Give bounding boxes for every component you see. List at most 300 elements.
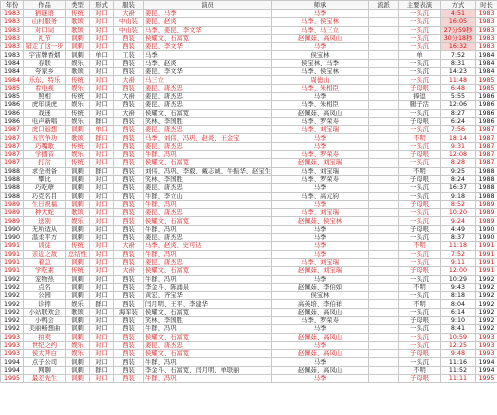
cell-form[interactable]: 对口 <box>90 209 114 217</box>
cell-performers[interactable]: 姜昆、唐杰忠 <box>144 258 272 266</box>
cell-costume[interactable]: 西装 <box>114 225 144 233</box>
cell-main-style[interactable]: 一头沉 <box>399 358 441 366</box>
cell-costume[interactable]: 西装 <box>114 358 144 366</box>
cell-performers[interactable]: 马季 <box>144 51 272 59</box>
cell-title[interactable]: 学吃素 <box>24 267 66 275</box>
cell-title[interactable]: 求全责备 <box>24 167 66 175</box>
cell-performers[interactable]: 牛群、李立山 <box>144 192 272 200</box>
cell-year[interactable]: 1991 <box>1 258 24 266</box>
cell-year-right[interactable]: 1986 <box>476 92 497 100</box>
cell-performers[interactable]: 姜昆、赵炎 <box>144 18 272 26</box>
cell-year[interactable]: 1994 <box>1 366 24 374</box>
cell-title[interactable]: 网聊 <box>24 366 66 374</box>
header-mentors[interactable]: 师承 <box>272 1 369 10</box>
cell-type[interactable]: 娱乐 <box>66 59 90 67</box>
cell-title[interactable]: 拍卖 <box>24 333 66 341</box>
cell-title[interactable]: 电声新唱 <box>24 117 66 125</box>
cell-performers[interactable]: 笑林、李国胜 <box>144 316 272 324</box>
cell-title[interactable]: 五官争功 <box>24 134 66 142</box>
cell-year[interactable]: 1990 <box>1 225 24 233</box>
cell-title[interactable]: 巧嘴歌 <box>24 142 66 150</box>
cell-mentors[interactable]: 赵佩茹、高凤山 <box>272 350 369 358</box>
cell-performers[interactable]: 姜昆、唐杰忠 <box>144 341 272 349</box>
cell-year-right[interactable]: 1989 <box>476 200 497 208</box>
cell-school[interactable] <box>369 217 399 225</box>
cell-type[interactable]: 讽刺 <box>66 375 90 383</box>
cell-type[interactable]: 讽刺 <box>66 192 90 200</box>
cell-school[interactable] <box>369 333 399 341</box>
cell-title[interactable]: 春联 <box>24 59 66 67</box>
header-method[interactable]: 方式 <box>441 1 476 10</box>
cell-costume[interactable]: 西装 <box>114 258 144 266</box>
cell-year-right[interactable]: 1988 <box>476 167 497 175</box>
cell-duration[interactable]: 30分18秒 <box>441 34 476 42</box>
cell-main-style[interactable]: 一头沉 <box>399 217 441 225</box>
cell-duration[interactable]: 8:31 <box>441 59 476 67</box>
cell-year[interactable]: 1986 <box>1 117 24 125</box>
cell-duration[interactable]: 8:28 <box>441 159 476 167</box>
cell-year-right[interactable]: 1984 <box>476 68 497 76</box>
cell-duration[interactable]: 12:00 <box>441 267 476 275</box>
cell-mentors[interactable]: 马季 <box>272 275 369 283</box>
cell-school[interactable] <box>369 92 399 100</box>
cell-performers[interactable]: 侯耀文、石富宽 <box>144 109 272 117</box>
cell-duration[interactable]: 8:37 <box>441 234 476 242</box>
cell-school[interactable] <box>369 117 399 125</box>
cell-mentors[interactable]: 马季 <box>272 358 369 366</box>
cell-year-right[interactable]: 1984 <box>476 59 497 67</box>
cell-year-right[interactable]: 1989 <box>476 217 497 225</box>
cell-type[interactable]: 传统 <box>66 76 90 84</box>
cell-performers[interactable]: 马季、姜昆、李文华 <box>144 26 272 34</box>
cell-duration[interactable]: 11:48 <box>441 76 476 84</box>
cell-form[interactable]: 对口 <box>90 267 114 275</box>
cell-year[interactable]: 1992 <box>1 283 24 291</box>
cell-school[interactable] <box>369 151 399 159</box>
cell-title[interactable]: 无所适从 <box>24 225 66 233</box>
cell-year-right[interactable]: 1992 <box>476 308 497 316</box>
cell-duration[interactable]: 11:16 <box>441 358 476 366</box>
cell-title[interactable]: 学播音 <box>24 151 66 159</box>
cell-school[interactable] <box>369 366 399 374</box>
cell-costume[interactable]: 西装 <box>114 316 144 324</box>
cell-duration[interactable]: 8:24 <box>441 175 476 183</box>
cell-title[interactable]: 虎年谈虎 <box>24 101 66 109</box>
cell-year-right[interactable]: 1992 <box>476 316 497 324</box>
cell-type[interactable]: 讽刺 <box>66 200 90 208</box>
cell-costume[interactable]: 西装 <box>114 43 144 51</box>
cell-form[interactable]: 对口 <box>90 234 114 242</box>
cell-performers[interactable]: 侯耀文、石富宽 <box>144 34 272 42</box>
cell-main-style[interactable]: 一头沉 <box>399 184 441 192</box>
cell-costume[interactable]: 西装 <box>114 59 144 67</box>
cell-title[interactable]: 礼节 <box>24 34 66 42</box>
cell-main-style[interactable]: 子母哏 <box>399 175 441 183</box>
cell-duration[interactable]: 10:20 <box>441 209 476 217</box>
cell-main-style[interactable]: 捧逗 <box>399 92 441 100</box>
cell-performers[interactable]: 马三立 <box>144 76 272 84</box>
cell-costume[interactable]: 西装 <box>114 209 144 217</box>
cell-form[interactable]: 对口 <box>90 10 114 18</box>
cell-year-right[interactable]: 1991 <box>476 242 497 250</box>
cell-costume[interactable]: 西装 <box>114 159 144 167</box>
cell-year[interactable]: 1983 <box>1 51 24 59</box>
cell-year-right[interactable]: 1983 <box>476 43 497 51</box>
cell-school[interactable] <box>369 258 399 266</box>
cell-mentors[interactable]: 赵佩茹、刘宝瑞 <box>272 159 369 167</box>
cell-year[interactable]: 1991 <box>1 250 24 258</box>
cell-performers[interactable]: 牛群、冯巩 <box>144 225 272 233</box>
cell-main-style[interactable]: 一头沉 <box>399 43 441 51</box>
cell-year[interactable]: 1993 <box>1 333 24 341</box>
cell-type[interactable]: 讽刺 <box>66 175 90 183</box>
cell-year-right[interactable]: 1992 <box>476 325 497 333</box>
cell-year-right[interactable]: 1986 <box>476 109 497 117</box>
cell-title[interactable]: 点子公司 <box>24 358 66 366</box>
cell-year[interactable]: 1985 <box>1 92 24 100</box>
cell-year-right[interactable]: 1987 <box>476 134 497 142</box>
cell-title[interactable]: 戏迷 <box>24 109 66 117</box>
cell-costume[interactable]: 西装 <box>114 300 144 308</box>
cell-mentors[interactable]: 马季 <box>272 43 369 51</box>
cell-main-style[interactable]: 不明 <box>399 283 441 291</box>
cell-year-right[interactable]: 1994 <box>476 366 497 374</box>
cell-mentors[interactable]: 侯宝林、马季 <box>272 59 369 67</box>
cell-form[interactable]: 群口 <box>90 300 114 308</box>
cell-main-style[interactable]: 一头沉 <box>399 234 441 242</box>
cell-main-style[interactable]: 子母哏 <box>399 375 441 383</box>
cell-costume[interactable]: 西装 <box>114 375 144 383</box>
cell-form[interactable]: 对口 <box>90 341 114 349</box>
cell-school[interactable] <box>369 68 399 76</box>
cell-main-style[interactable]: 一头沉 <box>399 126 441 134</box>
cell-year-right[interactable]: 1991 <box>476 250 497 258</box>
cell-year[interactable]: 1985 <box>1 84 24 92</box>
cell-mentors[interactable]: 赵佩茹、高凤山 <box>272 308 369 316</box>
cell-school[interactable] <box>369 159 399 167</box>
cell-year[interactable]: 1992 <box>1 300 24 308</box>
cell-form[interactable]: 对口 <box>90 217 114 225</box>
cell-mentors[interactable]: 马季、罗荣寿 <box>272 316 369 324</box>
cell-duration[interactable]: 8:41 <box>441 325 476 333</box>
cell-school[interactable] <box>369 51 399 59</box>
cell-title[interactable]: 诊摔 <box>24 300 66 308</box>
cell-duration[interactable]: 6:48 <box>441 84 476 92</box>
cell-form[interactable]: 对口 <box>90 316 114 324</box>
cell-form[interactable]: 对口 <box>90 109 114 117</box>
cell-school[interactable] <box>369 26 399 34</box>
cell-type[interactable]: 讽刺 <box>66 184 90 192</box>
cell-form[interactable]: 对口 <box>90 242 114 250</box>
cell-form[interactable]: 对口 <box>90 84 114 92</box>
cell-mentors[interactable]: 马季、罗荣寿 <box>272 175 369 183</box>
cell-costume[interactable]: 大褂 <box>114 242 144 250</box>
cell-type[interactable]: 讽刺 <box>66 167 90 175</box>
cell-main-style[interactable]: 子母哏 <box>399 350 441 358</box>
cell-type[interactable]: 娱乐 <box>66 84 90 92</box>
cell-school[interactable] <box>369 192 399 200</box>
cell-duration[interactable]: 8:52 <box>441 200 476 208</box>
cell-performers[interactable]: 闫月明、王平、李建华 <box>144 300 272 308</box>
cell-year-right[interactable]: 1983 <box>476 10 497 18</box>
cell-year[interactable]: 1988 <box>1 184 24 192</box>
cell-type[interactable]: 歌颂 <box>66 18 90 26</box>
cell-type[interactable]: 传统 <box>66 142 90 150</box>
cell-title[interactable]: 公园 <box>24 292 66 300</box>
cell-title[interactable]: 美丽畅想曲 <box>24 325 66 333</box>
cell-performers[interactable]: 牛群、冯巩 <box>144 200 272 208</box>
cell-mentors[interactable]: 马季、刘宝瑞 <box>272 258 369 266</box>
cell-duration[interactable]: 8:04 <box>441 300 476 308</box>
cell-duration[interactable]: 8:18 <box>441 292 476 300</box>
cell-title[interactable]: 巧吃孽 <box>24 184 66 192</box>
cell-costume[interactable]: 西装 <box>114 134 144 142</box>
cell-title[interactable]: 巧克名目 <box>24 192 66 200</box>
cell-type[interactable]: 传统 <box>66 242 90 250</box>
cell-main-style[interactable]: 一头沉 <box>399 341 441 349</box>
cell-year[interactable]: 1984 <box>1 68 24 76</box>
cell-title[interactable]: 训徒 <box>24 242 66 250</box>
cell-main-style[interactable]: 一头沉 <box>399 250 441 258</box>
cell-form[interactable]: 对口 <box>90 159 114 167</box>
cell-duration[interactable]: 14:23 <box>441 68 476 76</box>
cell-mentors[interactable]: 马季 <box>272 134 369 142</box>
cell-mentors[interactable]: 马季 <box>272 341 369 349</box>
cell-main-style[interactable]: 子母哏 <box>399 117 441 125</box>
cell-form[interactable]: 对口 <box>90 375 114 383</box>
cell-type[interactable]: 娱乐 <box>66 217 90 225</box>
cell-year[interactable]: 1993 <box>1 350 24 358</box>
cell-costume[interactable]: 西装 <box>114 275 144 283</box>
cell-title[interactable]: 照相 <box>24 92 66 100</box>
cell-year[interactable]: 1986 <box>1 109 24 117</box>
cell-duration[interactable]: 11:52 <box>441 366 476 374</box>
cell-main-style[interactable]: 一头沉 <box>399 192 441 200</box>
cell-title[interactable]: 夸家乡 <box>24 68 66 76</box>
cell-costume[interactable]: 西装 <box>114 200 144 208</box>
cell-duration[interactable]: 8:27 <box>441 109 476 117</box>
cell-year-right[interactable]: 1985 <box>476 84 497 92</box>
cell-performers[interactable]: 姜昆、唐杰忠 <box>144 92 272 100</box>
cell-performers[interactable]: 马季、赵炎、史可达 <box>144 242 272 250</box>
cell-year[interactable]: 1992 <box>1 308 24 316</box>
cell-title[interactable]: 宇宙牌香烟 <box>24 51 66 59</box>
cell-type[interactable]: 讽刺 <box>66 126 90 134</box>
cell-costume[interactable]: 西装 <box>114 117 144 125</box>
cell-costume[interactable]: 西装 <box>114 101 144 109</box>
cell-main-style[interactable]: 一头沉 <box>399 10 441 18</box>
cell-year[interactable]: 1987 <box>1 126 24 134</box>
cell-school[interactable] <box>369 200 399 208</box>
cell-mentors[interactable]: 赵佩茹、刘宝瑞 <box>272 267 369 275</box>
cell-form[interactable]: 单口 <box>90 51 114 59</box>
cell-year-right[interactable]: 1987 <box>476 159 497 167</box>
cell-costume[interactable]: 西装 <box>114 250 144 258</box>
cell-school[interactable] <box>369 76 399 84</box>
cell-type[interactable]: 讽刺 <box>66 43 90 51</box>
cell-school[interactable] <box>369 350 399 358</box>
cell-performers[interactable]: 马季、赵炎 <box>144 59 272 67</box>
cell-year[interactable]: 1983 <box>1 26 24 34</box>
cell-year[interactable]: 1992 <box>1 292 24 300</box>
cell-main-style[interactable]: 一头沉 <box>399 68 441 76</box>
cell-main-style[interactable]: 子母哏 <box>399 200 441 208</box>
cell-type[interactable]: 传统 <box>66 92 90 100</box>
cell-mentors[interactable]: 马季 <box>272 250 369 258</box>
cell-title[interactable]: 乐东、特乐 <box>24 76 66 84</box>
cell-year-right[interactable]: 1995 <box>476 375 497 383</box>
cell-title[interactable]: 对口词 <box>24 26 66 34</box>
cell-year-right[interactable]: 1994 <box>476 358 497 366</box>
cell-form[interactable]: 对口 <box>90 59 114 67</box>
cell-performers[interactable]: 姜昆、唐杰忠 <box>144 142 272 150</box>
cell-year[interactable]: 1989 <box>1 217 24 225</box>
cell-type[interactable]: 讽刺 <box>66 358 90 366</box>
cell-duration[interactable]: 9:31 <box>441 142 476 150</box>
cell-form[interactable]: 对口 <box>90 250 114 258</box>
cell-mentors[interactable]: 马季、刘宝瑞 <box>272 209 369 217</box>
cell-school[interactable] <box>369 184 399 192</box>
cell-title[interactable]: 猜谜语 <box>24 10 66 18</box>
cell-main-style[interactable]: 一头沉 <box>399 308 441 316</box>
cell-duration[interactable]: 10:59 <box>441 333 476 341</box>
cell-form[interactable]: 对口 <box>90 43 114 51</box>
cell-costume[interactable]: 西装 <box>114 126 144 134</box>
cell-costume[interactable]: 中山装 <box>114 18 144 26</box>
cell-costume[interactable]: 工装 <box>114 51 144 59</box>
cell-duration[interactable]: 9:10 <box>441 316 476 324</box>
cell-performers[interactable]: 牛群、冯巩 <box>144 275 272 283</box>
cell-duration[interactable]: 16:32 <box>441 43 476 51</box>
cell-school[interactable] <box>369 126 399 134</box>
cell-costume[interactable]: 西装 <box>114 341 144 349</box>
cell-mentors[interactable]: 马季 <box>272 225 369 233</box>
header-type[interactable]: 类型 <box>66 1 90 10</box>
cell-performers[interactable]: 姜昆、唐杰忠 <box>144 209 272 217</box>
cell-year[interactable]: 1987 <box>1 134 24 142</box>
cell-mentors[interactable]: 赵佩茹、高凤山 <box>272 109 369 117</box>
cell-title[interactable]: 宠物热 <box>24 275 66 283</box>
cell-mentors[interactable]: 马季 <box>272 10 369 18</box>
cell-form[interactable]: 对口 <box>90 292 114 300</box>
cell-year-right[interactable]: 1988 <box>476 192 497 200</box>
cell-type[interactable]: 歌颂 <box>66 26 90 34</box>
cell-title[interactable]: 温柔平方 <box>24 234 66 242</box>
cell-year-right[interactable]: 1987 <box>476 142 497 150</box>
cell-form[interactable]: 对口 <box>90 225 114 233</box>
cell-year[interactable]: 1993 <box>1 341 24 349</box>
cell-title[interactable]: 看电视 <box>24 84 66 92</box>
cell-school[interactable] <box>369 300 399 308</box>
cell-duration[interactable]: 9:18 <box>441 192 476 200</box>
cell-year-right[interactable]: 1987 <box>476 151 497 159</box>
cell-year-right[interactable]: 1985 <box>476 76 497 84</box>
cell-costume[interactable]: 西装 <box>114 333 144 341</box>
cell-duration[interactable]: 27分59秒 <box>441 26 476 34</box>
cell-main-style[interactable]: 子母哏 <box>399 151 441 159</box>
cell-mentors[interactable]: 马季 <box>272 242 369 250</box>
cell-main-style[interactable]: 不明 <box>399 300 441 308</box>
cell-year[interactable]: 1989 <box>1 200 24 208</box>
cell-form[interactable]: 对口 <box>90 18 114 26</box>
cell-type[interactable]: 娱乐 <box>66 151 90 159</box>
cell-mentors[interactable]: 马季 <box>272 325 369 333</box>
cell-costume[interactable]: 中山装 <box>114 26 144 34</box>
cell-year[interactable]: 1989 <box>1 209 24 217</box>
cell-performers[interactable]: 李金斗、陈涌泉 <box>144 283 272 291</box>
cell-performers[interactable]: 牛群、冯巩 <box>144 375 272 383</box>
cell-form[interactable]: 对口 <box>90 184 114 192</box>
cell-main-style[interactable]: 一头沉 <box>399 18 441 26</box>
cell-mentors[interactable]: 马季 <box>272 92 369 100</box>
cell-form[interactable]: 对口 <box>90 92 114 100</box>
cell-mentors[interactable]: 侯宝林 <box>272 51 369 59</box>
cell-performers[interactable]: 马季、刘伟、冯巩、赵炎、王金宝 <box>144 134 272 142</box>
cell-year-right[interactable]: 1983 <box>476 34 497 42</box>
cell-type[interactable]: 讽刺 <box>66 325 90 333</box>
cell-mentors[interactable]: 马季 <box>272 184 369 192</box>
cell-costume[interactable]: 大褂 <box>114 109 144 117</box>
cell-year-right[interactable]: 1991 <box>476 258 497 266</box>
cell-costume[interactable]: 西装 <box>114 151 144 159</box>
cell-costume[interactable]: 大褂 <box>114 92 144 100</box>
cell-duration[interactable]: 9:25 <box>441 167 476 175</box>
cell-main-style[interactable]: 一头沉 <box>399 292 441 300</box>
cell-performers[interactable]: 笑林、李国胜 <box>144 117 272 125</box>
cell-mentors[interactable]: 赵佩茹、高凤山 <box>272 34 369 42</box>
cell-mentors[interactable]: 马季 <box>272 234 369 242</box>
cell-year-right[interactable]: 1993 <box>476 350 497 358</box>
cell-type[interactable]: 娱乐 <box>66 341 90 349</box>
cell-duration[interactable]: 16:37 <box>441 184 476 192</box>
cell-duration[interactable]: 11:11 <box>441 375 476 383</box>
cell-main-style[interactable]: 一头沉 <box>399 325 441 333</box>
cell-main-style[interactable]: 一头沉 <box>399 26 441 34</box>
cell-main-style[interactable]: 一头沉 <box>399 159 441 167</box>
cell-form[interactable]: 对口 <box>90 333 114 341</box>
cell-performers[interactable]: 刘伟、冯巩、李毅、戴志诚、牛振华、赵宝生 <box>145 167 271 175</box>
header-school[interactable]: 流派 <box>369 1 399 10</box>
cell-performers[interactable]: 侯耀文、石富宽 <box>144 308 272 316</box>
cell-school[interactable] <box>369 250 399 258</box>
cell-performers[interactable]: 李金斗、石富宽、闫月明、单联丽 <box>144 366 272 374</box>
cell-year[interactable]: 1983 <box>1 34 24 42</box>
cell-mentors[interactable]: 马季 <box>272 375 369 383</box>
cell-costume[interactable]: 西装 <box>114 325 144 333</box>
cell-year-right[interactable]: 1986 <box>476 117 497 125</box>
cell-type[interactable]: 歌颂 <box>66 209 90 217</box>
cell-title[interactable]: 小站联欢会 <box>24 308 66 316</box>
cell-main-style[interactable]: 子母哏 <box>399 267 441 275</box>
cell-mentors[interactable]: 侯宝林 <box>272 292 369 300</box>
cell-year[interactable]: 1988 <box>1 192 24 200</box>
cell-year[interactable]: 1987 <box>1 159 24 167</box>
cell-form[interactable]: 对口 <box>90 76 114 84</box>
cell-type[interactable]: 讽刺 <box>66 34 90 42</box>
cell-costume[interactable]: 西装 <box>114 175 144 183</box>
cell-main-style[interactable]: 不明 <box>399 134 441 142</box>
cell-title[interactable]: 侯大拜白 <box>24 350 66 358</box>
cell-title[interactable]: 小鸭会 <box>24 316 66 324</box>
cell-performers[interactable]: 姜昆、唐杰忠 <box>144 234 272 242</box>
cell-performers[interactable]: 侯耀文、石富宽 <box>144 333 272 341</box>
cell-title[interactable]: 山村服务 <box>24 18 66 26</box>
cell-type[interactable]: 娱乐 <box>66 300 90 308</box>
cell-school[interactable] <box>369 292 399 300</box>
cell-type[interactable]: 讽刺 <box>66 292 90 300</box>
cell-mentors[interactable]: 马季、罗荣寿 <box>272 117 369 125</box>
cell-type[interactable]: 歌颂 <box>66 134 90 142</box>
